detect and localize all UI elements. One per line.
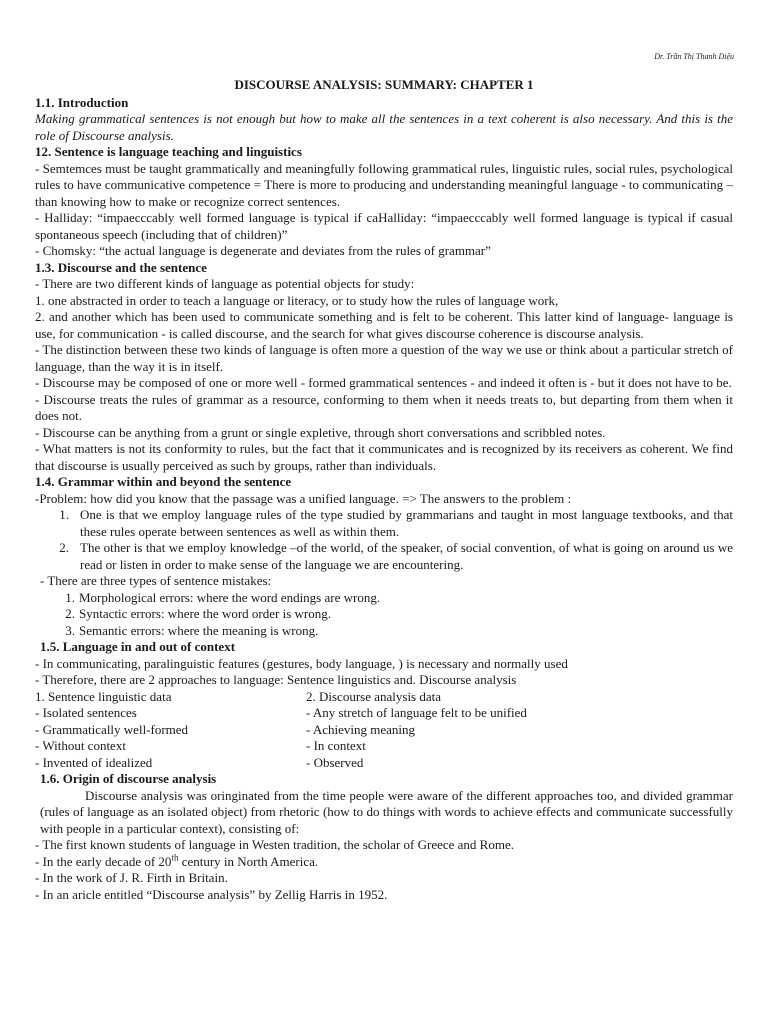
- paragraph: - The first known students of language in Westen tradition, the scholar of Greece and Rome.: [35, 837, 514, 852]
- table-row: [35, 755, 733, 772]
- table-row: [35, 689, 733, 706]
- table-row: [35, 738, 733, 755]
- table-cell: 2. Discourse analysis data: [306, 688, 442, 704]
- section-heading-1-2: 12. Sentence is language teaching and linguistics: [35, 144, 302, 159]
- superscript: th: [171, 852, 179, 863]
- paragraph: - In communicating, paralinguistic features (gestures, body language, ) is necessary and normally used: [35, 655, 568, 671]
- list-item: [35, 540, 733, 573]
- paragraph: [35, 854, 733, 871]
- paragraph: - Discourse may be composed of one or more well - formed grammatical sentences - and indeed it often is - but it does not have to be.: [35, 375, 732, 390]
- answers-list: [35, 507, 733, 573]
- table-row: [35, 722, 733, 739]
- table-row: [35, 705, 733, 722]
- comparison-table: [35, 689, 733, 772]
- page-title: DISCOURSE ANALYSIS: SUMMARY: CHAPTER 1: [234, 77, 534, 92]
- paragraph: - Semtemces must be taught grammatically and meaningfully following grammatical rules, linguistic rules, social rules, psychological rules to have communicative competence = There is more to producing and understanding meaningful language - to communicating – than knowing how to make or recognize correct sentences.: [35, 160, 733, 209]
- author-header: Dr. Trần Thị Thanh Diệu: [654, 52, 734, 61]
- paragraph: - There are three types of sentence mistakes:: [40, 573, 272, 588]
- table-cell: 1. Sentence linguistic data: [35, 688, 172, 704]
- paragraph: - What matters is not its conformity to rules, but the fact that it communicates and is recognized by its receivers as coherent. We find that discourse is usually perceived as such by groups, rather than individuals.: [35, 441, 733, 473]
- paragraph: 2. and another which has been used to communicate something and is felt to be coherent. This latter kind of language- language is use, for communication - is called discourse, and the search for what gives discourse coherence is discourse analysis.: [35, 309, 733, 341]
- text-run: century in North America.: [178, 853, 319, 869]
- list-text: Morphological errors: where the word endings are wrong.: [79, 589, 381, 605]
- table-cell: - Grammatically well-formed: [35, 721, 189, 737]
- table-cell: - Achieving meaning: [306, 721, 416, 737]
- paragraph: 1. one abstracted in order to teach a language or literacy, or to study how the rules of language work,: [35, 292, 559, 308]
- list-text: The other is that we employ knowledge –of the world, of the speaker, of social convention, of what is going on around us we read or listen in order to make sense of the language we are encountering.: [80, 540, 733, 572]
- list-item: [53, 606, 733, 623]
- list-item: [53, 623, 733, 640]
- paragraph: -Problem: how did you know that the passage was a unified language. => The answers to the problem :: [35, 490, 572, 506]
- text-run: - In the early decade of 20: [35, 853, 172, 869]
- document-body: [35, 77, 733, 903]
- paragraph: - Discourse treats the rules of grammar as a resource, conforming to them when it needs treats to, but departing from them when it does not.: [35, 391, 733, 423]
- paragraph: - The distinction between these two kinds of language is often more a question of the way we use or think about a particular stretch of language, than the way it is in itself.: [35, 342, 733, 374]
- paragraph: - In an aricle entitled “Discourse analysis” by Zellig Harris in 1952.: [35, 886, 388, 902]
- list-item: [53, 590, 733, 607]
- table-cell: - Any stretch of language felt to be unified: [306, 705, 527, 720]
- paragraph: - Therefore, there are 2 approaches to language: Sentence linguistics and. Discourse analysis: [35, 672, 517, 687]
- section-heading-1-4: 1.4. Grammar within and beyond the sentence: [35, 474, 292, 489]
- table-cell: - Isolated sentences: [35, 705, 137, 720]
- list-number: 1.: [65, 589, 75, 605]
- paragraph: - Halliday: “impaecccably well formed language is typical if caHalliday: “impaecccably well formed language is typical if casual spontaneous speech (including that of children)”: [35, 210, 733, 242]
- list-number: 3.: [65, 622, 75, 638]
- mistakes-list: [35, 590, 733, 640]
- paragraph: - There are two different kinds of language as potential objects for study:: [35, 276, 415, 291]
- list-number: 2.: [65, 606, 75, 621]
- intro-paragraph: Making grammatical sentences is not enough but how to make all the sentences in a text coherent is also necessary. And this is the role of Discourse analysis.: [35, 111, 733, 143]
- section-heading-1-5: 1.5. Language in and out of context: [40, 639, 236, 654]
- list-text: One is that we employ language rules of the type studied by grammarians and taught in most language textbooks, and that these rules operate between sentences as well as within them.: [80, 507, 733, 539]
- list-item: [35, 507, 733, 540]
- section-heading-1-1: 1.1. Introduction: [35, 94, 129, 110]
- table-cell: - In context: [306, 738, 366, 753]
- paragraph: Discourse analysis was oringinated from the time people were aware of the different approaches too, and divided grammar (rules of language as an isolated object) from rhetoric (how to do things with words to achieve effects and communicate successfully with people in a particular context), consisting of:: [40, 787, 733, 836]
- list-number: 1.: [59, 507, 69, 522]
- section-heading-1-6: 1.6. Origin of discourse analysis: [40, 771, 217, 786]
- table-cell: - Observed: [306, 754, 364, 770]
- paragraph: - In the work of J. R. Firth in Britain.: [35, 870, 228, 885]
- list-text: Syntactic errors: where the word order is wrong.: [79, 606, 331, 621]
- table-cell: - Without context: [35, 738, 126, 753]
- list-number: 2.: [59, 540, 69, 555]
- paragraph: - Chomsky: “the actual language is degenerate and deviates from the rules of grammar”: [35, 243, 491, 258]
- section-heading-1-3: 1.3. Discourse and the sentence: [35, 259, 207, 275]
- list-text: Semantic errors: where the meaning is wrong.: [79, 622, 319, 638]
- paragraph: - Discourse can be anything from a grunt or single expletive, through short conversations and scribbled notes.: [35, 424, 606, 440]
- table-cell: - Invented of idealized: [35, 754, 153, 770]
